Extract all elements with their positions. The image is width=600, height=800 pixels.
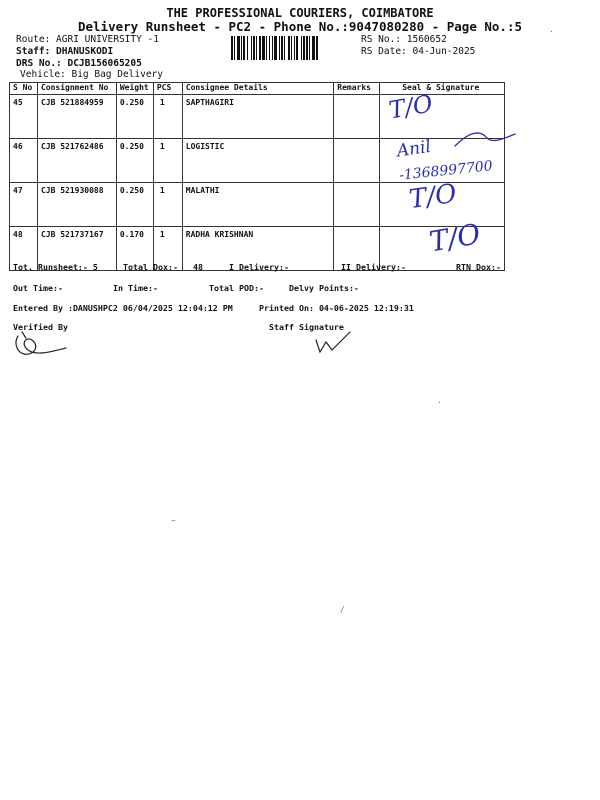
cell-sno: 47 <box>10 183 38 227</box>
staff-label: Staff: DHANUSKODI <box>16 46 114 57</box>
in-time-label: In Time:- <box>113 283 158 293</box>
cell-pcs: 1 <box>153 227 182 271</box>
rtn-dox-label: RTN Dox:- <box>456 262 501 272</box>
cell-pcs: 1 <box>153 139 182 183</box>
handwritten-receiver-row46 <box>395 130 535 184</box>
cell-consignment: CJB 521762486 <box>37 139 116 183</box>
col-consignee-header: Consignee Details <box>182 83 334 95</box>
cell-weight: 0.250 <box>116 95 153 139</box>
barcode-image <box>231 36 350 60</box>
col-pcs-header: PCS <box>153 83 182 95</box>
cell-remarks <box>334 139 380 183</box>
rs-number: RS No.: 1560652 <box>361 34 447 45</box>
svg-text:-1368997700: -1368997700 <box>398 158 494 184</box>
runsheet-subtitle: Delivery Runsheet - PC2 - Phone No.:9047080280 - Page No.:5 <box>77 19 522 34</box>
svg-text:T/O: T/O <box>386 89 435 125</box>
verified-by-label: Verified By <box>13 322 68 332</box>
handwritten-to-row47 <box>405 176 465 216</box>
svg-text:Anil: Anil <box>395 136 433 162</box>
scan-speck: · <box>437 398 442 407</box>
drs-number: DRS No.: DCJB156065205 <box>16 58 142 69</box>
entered-by: Entered By :DANUSHPC2 06/04/2025 12:04:12 PM <box>13 303 233 313</box>
cell-consignee: MALATHI <box>182 183 334 227</box>
printed-on: Printed On: 04-06-2025 12:19:31 <box>259 303 414 313</box>
cell-consignment: CJB 521930088 <box>37 183 116 227</box>
staff-signature-label: Staff Signature <box>269 322 344 332</box>
delvy-points-label: Delvy Points:- <box>289 283 359 293</box>
cell-pcs: 1 <box>153 183 182 227</box>
cell-consignee: SAPTHAGIRI <box>182 95 334 139</box>
i-delivery-label: I Delivery:- <box>229 262 289 272</box>
col-sno-header: S No <box>10 83 38 95</box>
company-title: THE PROFESSIONAL COURIERS, COIMBATORE <box>166 6 434 20</box>
vehicle-label: Vehicle: Big Bag Delivery <box>20 69 163 80</box>
staff-signature-mark <box>310 330 360 360</box>
cell-weight: 0.250 <box>116 183 153 227</box>
handwritten-to-row45 <box>385 88 445 128</box>
total-dox-value: 48 <box>193 262 203 272</box>
svg-text:T/O: T/O <box>426 217 483 259</box>
col-remarks-header: Remarks <box>334 83 380 95</box>
total-dox-label: Total Dox:- <box>123 262 178 272</box>
cell-weight: 0.250 <box>116 139 153 183</box>
cell-sno: 45 <box>10 95 38 139</box>
col-consignment-header: Consignment No <box>37 83 116 95</box>
cell-sno: 46 <box>10 139 38 183</box>
cell-consignee: RADHA KRISHNAN <box>182 227 334 271</box>
route-label: Route: AGRI UNIVERSITY -1 <box>16 34 159 45</box>
ii-delivery-label: II Delivery:- <box>341 262 406 272</box>
out-time-label: Out Time:- <box>13 283 63 293</box>
scan-speck: . <box>549 25 554 34</box>
cell-remarks <box>334 183 380 227</box>
total-pod-label: Total POD:- <box>209 283 264 293</box>
cell-pcs: 1 <box>153 95 182 139</box>
cell-sno: 48 <box>10 227 38 271</box>
handwritten-to-row48 <box>425 217 495 257</box>
scan-speck: ~ <box>171 516 176 525</box>
cell-consignment: CJB 521737167 <box>37 227 116 271</box>
cell-consignee: LOGISTIC <box>182 139 334 183</box>
col-seal-header: Seal & Signature <box>380 83 505 95</box>
cell-weight: 0.170 <box>116 227 153 271</box>
verifier-signature <box>10 326 80 366</box>
total-runsheet: Tot. Runsheet:- 5 <box>13 262 98 272</box>
rs-date: RS Date: 04-Jun-2025 <box>361 46 476 57</box>
svg-text:T/O: T/O <box>407 178 459 216</box>
col-weight-header: Weight <box>116 83 153 95</box>
scan-speck: / <box>340 605 345 614</box>
cell-remarks <box>334 95 380 139</box>
cell-consignment: CJB 521884959 <box>37 95 116 139</box>
